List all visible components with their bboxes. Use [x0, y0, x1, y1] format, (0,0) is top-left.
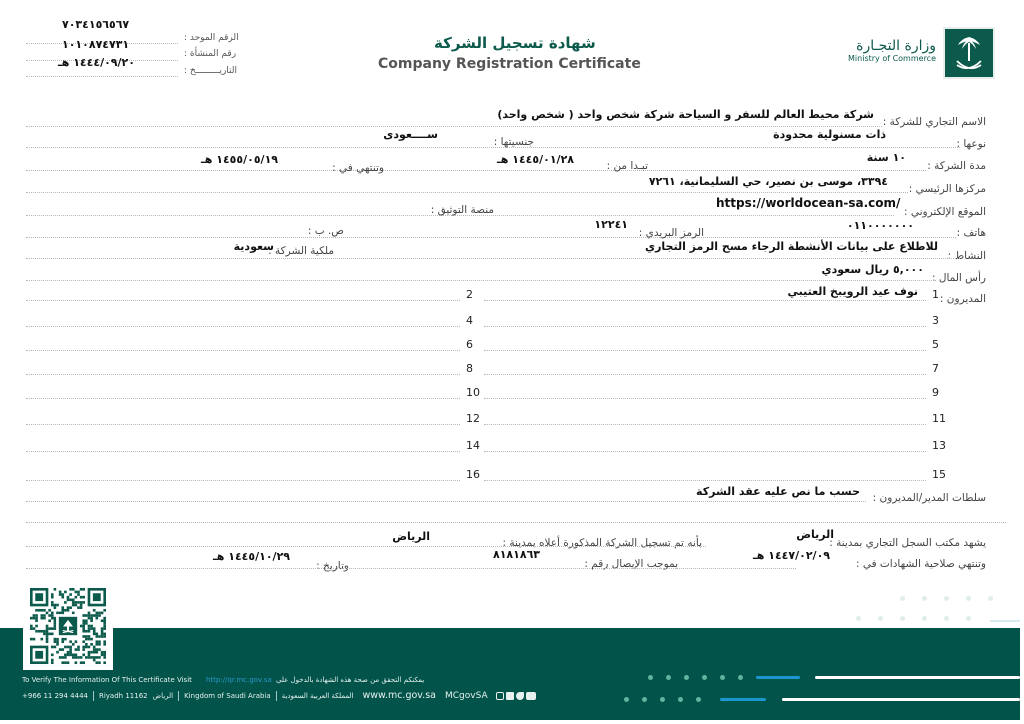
manager-number-13: 13 [932, 439, 946, 452]
ends-value: ١٤٥٥/٠٥/١٩ هـ [201, 153, 278, 166]
website-label: الموقع الإلكتروني : [903, 206, 986, 218]
title-arabic: شهادة تسجيل الشركة [434, 34, 596, 52]
manager-number-1: 1 [932, 288, 939, 301]
decorative-dot [684, 675, 689, 680]
decorative-dot [660, 697, 665, 702]
decorative-dot [900, 596, 905, 601]
receipt-value: ٨١٨١٨٦٣ [493, 548, 540, 561]
footer-city-arabic: الرياض [152, 691, 174, 700]
validity-label: وتنتهي صلاحية الشهادات في : [855, 558, 986, 570]
receipt-date-label: وتاريخ : [316, 560, 349, 572]
duration-value: ١٠ سنة [866, 151, 906, 164]
footer-website-link[interactable]: www.mc.gov.sa [362, 690, 436, 701]
ministry-name-arabic: وزارة التجـارة [856, 38, 936, 54]
decorative-dot [922, 596, 927, 601]
decorative-dot [702, 675, 707, 680]
manager-number-5: 5 [932, 338, 939, 351]
validity-value: ١٤٤٧/٠٢/٠٩ هـ [753, 549, 830, 562]
manager-number-14: 14 [466, 439, 480, 452]
decorative-dot [944, 596, 949, 601]
starts-value: ١٤٤٥/٠١/٢٨ هـ [497, 153, 574, 166]
type-value: ذات مسنولية محدودة [773, 128, 886, 141]
nationality-value: ســــعودى [383, 128, 438, 141]
authority-label: سلطات المدير/المديرون : [872, 492, 986, 504]
manager-number-12: 12 [466, 412, 480, 425]
type-label: نوعها : [956, 138, 986, 150]
footer-country-arabic: المملكة العربية السعودية [281, 691, 354, 700]
verify-text-arabic: يمكنكم التحقق من صحة هذه الشهادة بالدخول على [276, 676, 425, 684]
ownership-value: سعودية [233, 240, 274, 253]
title-english: Company Registration Certificate [378, 56, 641, 72]
decorative-dot [720, 675, 725, 680]
footer [0, 628, 1020, 720]
social-icons [496, 692, 536, 700]
manager-number-6: 6 [466, 338, 473, 351]
manager-name-1: نوف عيد الرويبخ العتيبي [787, 285, 918, 298]
activity-value: للاطلاع على بيانات الأنشطة الرجاء مسح الرمز التجاري [644, 240, 938, 253]
ends-label: وتنتهي في : [332, 162, 384, 174]
registered-city-label: بأنه تم تسجيل الشركة المذكورة أعلاه بمدينة : [502, 537, 702, 549]
phone-value: ٠١١٠٠٠٠٠٠٠ [846, 219, 914, 232]
managers-label: المديرون : [939, 293, 986, 305]
ministry-logo-text [846, 38, 936, 63]
receipt-label: بموجب الإيصال رقم : [584, 558, 678, 570]
decorative-line-blue [756, 676, 800, 679]
instagram-icon[interactable] [496, 692, 504, 700]
manager-number-2: 2 [466, 288, 473, 301]
receipt-date-value: ١٤٤٥/١٠/٢٩ هـ [213, 550, 290, 563]
decorative-line [990, 620, 1020, 622]
activity-label: النشاط : [947, 250, 986, 262]
trade-name-value: شركة محيط العالم للسفر و السياحة شركة شخص واحد ( شخص واحد) [497, 108, 874, 121]
divider [93, 691, 94, 701]
twitter-icon[interactable] [516, 692, 524, 700]
qr-code[interactable] [23, 582, 113, 670]
capital-value: ٥,٠٠٠ ريال سعودي [821, 263, 924, 276]
trade-name-label: الاسم التجاري للشركة : [882, 116, 986, 128]
decorative-dot [878, 616, 883, 621]
office-city-value: الرياض [796, 528, 834, 541]
pobox-label: ص. ب : [307, 225, 344, 237]
facebook-icon[interactable] [506, 692, 514, 700]
saudi-emblem-icon [943, 27, 995, 79]
divider [178, 691, 179, 701]
office-city-label: يشهد مكتب السجل التجاري بمدينة : [829, 537, 986, 549]
manager-number-7: 7 [932, 362, 939, 375]
manager-number-8: 8 [466, 362, 473, 375]
decorative-dot [966, 616, 971, 621]
decorative-line-blue [720, 698, 766, 701]
footer-country-english: Kingdom of Saudi Arabia [184, 691, 271, 700]
contact-bar [22, 690, 536, 701]
qr-code-icon [29, 588, 107, 664]
decorative-dot [966, 596, 971, 601]
decorative-dot [648, 675, 653, 680]
hq-value: ٣٣٩٤، موسى بن نصير، حي السليمانية، ٧٢٦١ [648, 175, 888, 188]
ownership-label: ملكية الشركة : [268, 245, 334, 257]
manager-number-16: 16 [466, 468, 480, 481]
postal-label: الرمز البريدي : [638, 227, 704, 239]
footer-city-english: Riyadh 11162 [98, 691, 148, 700]
decorative-dot [666, 675, 671, 680]
decorative-line-white [782, 698, 1020, 701]
decorative-dot [900, 616, 905, 621]
decorative-dot [856, 616, 861, 621]
header-date-label: التاريـــــــــخ : [184, 66, 237, 76]
decorative-dot [988, 596, 993, 601]
platform-label: منصة التوثيق : [430, 204, 494, 216]
unified-number-label: الرقم الموحد : [184, 33, 239, 43]
nationality-label: جنسيتها : [493, 136, 534, 148]
decorative-dot [624, 697, 629, 702]
verify-text-english: To Verify The Information Of This Certificate Visit [22, 676, 192, 684]
phone-label: هاتف : [956, 227, 986, 239]
duration-label: مدة الشركة : [927, 160, 986, 172]
header-date-value: ١٤٤٤/٠٩/٢٠ هـ [58, 56, 135, 69]
postal-value: ١٢٢٤١ [594, 218, 628, 231]
manager-number-9: 9 [932, 386, 939, 399]
manager-number-3: 3 [932, 314, 939, 327]
decorative-dot [944, 616, 949, 621]
establishment-number-label: رقم المنشأة : [184, 49, 237, 59]
hq-label: مركزها الرئيسي : [908, 183, 986, 195]
decorative-dot [738, 675, 743, 680]
decorative-dot [696, 697, 701, 702]
youtube-icon[interactable] [526, 692, 536, 700]
website-link[interactable]: https://worldocean-sa.com/ [716, 196, 901, 210]
footer-phone: +966 11 294 4444 [22, 691, 88, 700]
decorative-line-white [815, 676, 1020, 679]
authority-value: حسب ما نص عليه عقد الشركة [696, 485, 860, 498]
verify-url-link[interactable]: http://qr.mc.gov.sa [206, 676, 272, 684]
registered-city-value: الرياض [392, 530, 430, 543]
ministry-name-english: Ministry of Commerce [848, 54, 936, 63]
manager-number-4: 4 [466, 314, 473, 327]
capital-label: رأس المال : [931, 272, 986, 284]
divider [276, 691, 277, 701]
decorative-dot [642, 697, 647, 702]
decorative-dot [678, 697, 683, 702]
manager-number-15: 15 [932, 468, 946, 481]
unified-number-value: ٧٠٣٤١٥٦٥٦٧ [62, 18, 130, 31]
decorative-dot [922, 616, 927, 621]
manager-number-11: 11 [932, 412, 946, 425]
manager-number-10: 10 [466, 386, 480, 399]
establishment-number-value: ١٠١٠٨٧٤٧٣١ [62, 38, 130, 51]
starts-label: تبـدا من : [606, 160, 648, 172]
footer-social-handle: MCgovSA [444, 690, 488, 701]
